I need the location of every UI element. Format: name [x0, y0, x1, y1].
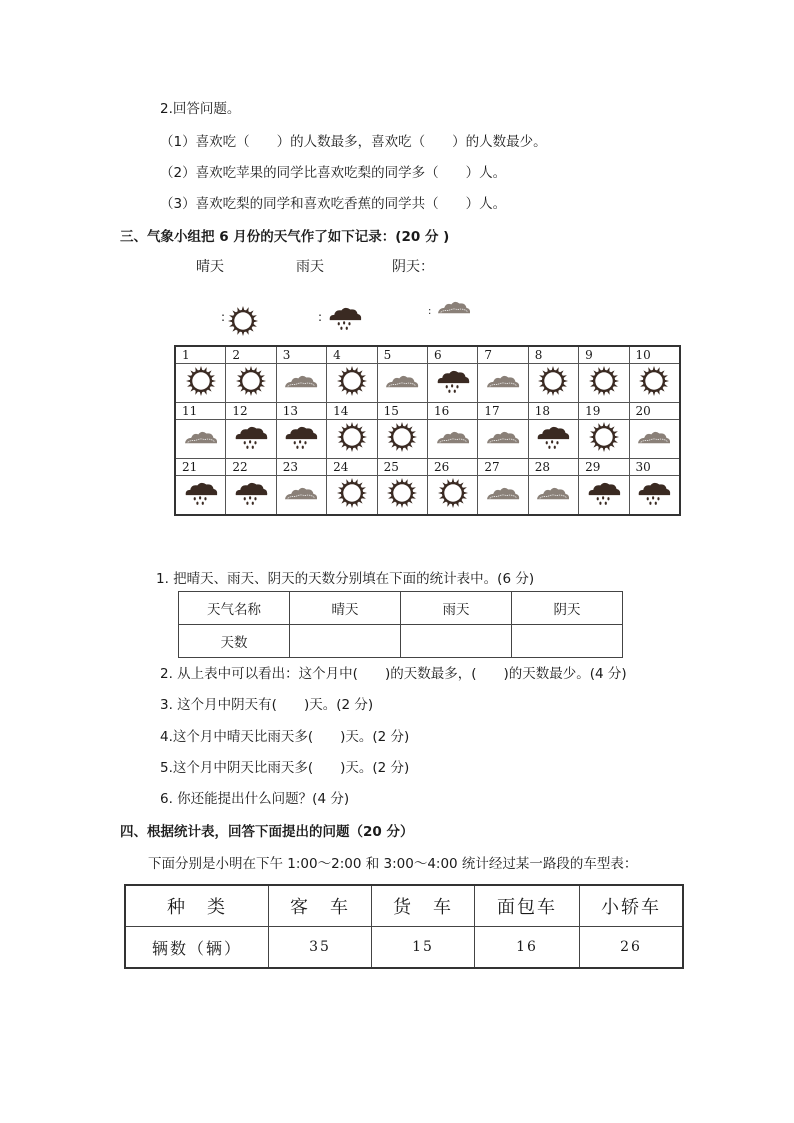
sun-icon [228, 306, 258, 340]
legend-rainy-label: 雨天 [296, 259, 324, 275]
cloud-icon [183, 430, 219, 449]
cloud-icon [435, 430, 471, 449]
table-row-label: 天数 [179, 625, 290, 658]
rain-cloud-icon [183, 491, 219, 510]
table-header-cell: 晴天 [290, 592, 401, 625]
calendar-weather-cell [629, 364, 680, 403]
calendar-day-number: 20 [629, 403, 680, 420]
calendar-weather-cell [377, 420, 427, 459]
legend-colon: : [318, 310, 323, 324]
cloud-icon [283, 486, 319, 505]
question-line: 3. 这个月中阴天有( )天。(2 分) [160, 697, 374, 713]
legend-cloudy-label: 阴天： [392, 259, 434, 275]
section-heading: 三、气象小组把 6 月份的天气作了如下记录：(20 分 ) [120, 229, 450, 245]
calendar-weather-cell [427, 420, 477, 459]
calendar-day-number: 8 [528, 346, 578, 364]
table-header-row [179, 592, 623, 625]
answer-cell[interactable] [290, 625, 401, 658]
calendar-day-number: 3 [276, 346, 326, 364]
calendar-day-number: 4 [327, 346, 377, 364]
calendar-weather-cell [327, 364, 377, 403]
calendar-day-number: 6 [427, 346, 477, 364]
question-line: （2）喜欢吃苹果的同学比喜欢吃梨的同学多（ ）人。 [160, 165, 507, 181]
intro-text: 下面分别是小明在下午 1:00～2:00 和 3:00～4:00 统计经过某一路段的车型表： [148, 856, 638, 872]
table-row [179, 625, 623, 658]
question-line: 4.这个月中晴天比雨天多( )天。(2 分) [160, 729, 410, 745]
sun-icon [337, 381, 367, 400]
sun-icon [589, 437, 619, 456]
calendar-day-number: 25 [377, 459, 427, 476]
calendar-day-number: 16 [427, 403, 477, 420]
calendar-icon-row [175, 420, 680, 459]
legend-colon: : [221, 310, 226, 324]
calendar-day-number: 2 [226, 346, 276, 364]
calendar-icon-row [175, 364, 680, 403]
calendar-day-number: 1 [175, 346, 226, 364]
question-line: 1. 把晴天、雨天、阴天的天数分别填在下面的统计表中。(6 分) [156, 571, 535, 587]
answer-cell[interactable] [512, 625, 623, 658]
table-header-cell: 货 车 [372, 885, 475, 927]
calendar-weather-cell [478, 364, 528, 403]
calendar-weather-cell [226, 364, 276, 403]
vehicle-table [124, 884, 684, 969]
rain-cloud-icon [233, 491, 269, 510]
table-cell: 26 [580, 927, 684, 969]
cloud-icon [485, 486, 521, 505]
calendar-weather-cell [377, 476, 427, 516]
sun-icon [186, 381, 216, 400]
sun-icon [337, 437, 367, 456]
calendar-day-number: 26 [427, 459, 477, 476]
rain-cloud-icon [535, 435, 571, 454]
calendar-weather-cell [427, 476, 477, 516]
sun-icon [236, 381, 266, 400]
calendar-weather-cell [276, 364, 326, 403]
weather-calendar [174, 345, 681, 516]
calendar-weather-cell [226, 420, 276, 459]
calendar-icon-row [175, 476, 680, 516]
answer-cell[interactable] [401, 625, 512, 658]
sun-icon [538, 381, 568, 400]
sun-icon [387, 493, 417, 512]
calendar-day-row [175, 403, 680, 420]
calendar-day-number: 19 [579, 403, 629, 420]
rain-cloud-icon [327, 305, 363, 335]
calendar-day-number: 5 [377, 346, 427, 364]
calendar-weather-cell [276, 476, 326, 516]
table-header-cell: 天气名称 [179, 592, 290, 625]
calendar-weather-cell [478, 420, 528, 459]
table-row-label: 辆数（辆） [125, 927, 269, 969]
calendar-day-number: 18 [528, 403, 578, 420]
calendar-day-number: 14 [327, 403, 377, 420]
calendar-day-number: 30 [629, 459, 680, 476]
calendar-day-row [175, 459, 680, 476]
calendar-weather-cell [377, 364, 427, 403]
calendar-day-number: 24 [327, 459, 377, 476]
rain-cloud-icon [435, 379, 471, 398]
sun-icon [438, 493, 468, 512]
table-header-cell: 阴天 [512, 592, 623, 625]
cloud-icon [636, 430, 672, 449]
section-heading: 四、根据统计表，回答下面提出的问题（20 分） [120, 824, 414, 840]
sun-icon [639, 381, 669, 400]
calendar-day-row [175, 346, 680, 364]
calendar-day-number: 23 [276, 459, 326, 476]
question-line: （3）喜欢吃梨的同学和喜欢吃香蕉的同学共（ ）人。 [160, 196, 507, 212]
calendar-weather-cell [327, 420, 377, 459]
calendar-day-number: 21 [175, 459, 226, 476]
cloud-icon [535, 486, 571, 505]
cloud-icon [485, 430, 521, 449]
calendar-weather-cell [327, 476, 377, 516]
calendar-day-number: 11 [175, 403, 226, 420]
calendar-weather-cell [579, 420, 629, 459]
question-line: （1）喜欢吃（ ）的人数最多，喜欢吃（ ）的人数最少。 [160, 134, 547, 150]
question-title: 2.回答问题。 [160, 101, 241, 117]
calendar-weather-cell [528, 420, 578, 459]
table-cell: 35 [269, 927, 372, 969]
rain-cloud-icon [636, 491, 672, 510]
rain-cloud-icon [233, 435, 269, 454]
calendar-weather-cell [629, 420, 680, 459]
table-header-cell: 面包车 [475, 885, 580, 927]
calendar-weather-cell [579, 476, 629, 516]
table-header-cell: 雨天 [401, 592, 512, 625]
table-header-cell: 小轿车 [580, 885, 684, 927]
table-row [125, 927, 683, 969]
rain-cloud-icon [283, 435, 319, 454]
calendar-weather-cell [175, 420, 226, 459]
rain-cloud-icon [586, 491, 622, 510]
calendar-weather-cell [226, 476, 276, 516]
calendar-day-number: 27 [478, 459, 528, 476]
legend-colon: : [428, 306, 432, 317]
calendar-day-number: 9 [579, 346, 629, 364]
cloud-icon [283, 374, 319, 393]
table-cell: 15 [372, 927, 475, 969]
calendar-day-number: 13 [276, 403, 326, 420]
calendar-weather-cell [175, 476, 226, 516]
calendar-day-number: 7 [478, 346, 528, 364]
question-line: 2. 从上表中可以看出：这个月中( )的天数最多，( )的天数最少。(4 分) [160, 666, 627, 682]
weather-stat-table [178, 591, 623, 658]
calendar-weather-cell [629, 476, 680, 516]
calendar-weather-cell [478, 476, 528, 516]
calendar-day-number: 28 [528, 459, 578, 476]
sun-icon [387, 437, 417, 456]
cloud-icon [384, 374, 420, 393]
calendar-day-number: 10 [629, 346, 680, 364]
calendar-weather-cell [579, 364, 629, 403]
calendar-weather-cell [528, 364, 578, 403]
sun-icon [589, 381, 619, 400]
cloud-icon [436, 299, 472, 318]
table-cell: 16 [475, 927, 580, 969]
calendar-day-number: 12 [226, 403, 276, 420]
legend-sunny-label: 晴天 [196, 259, 224, 275]
table-header-row [125, 885, 683, 927]
question-line: 6. 你还能提出什么问题？(4 分) [160, 791, 350, 807]
calendar-day-number: 22 [226, 459, 276, 476]
calendar-day-number: 29 [579, 459, 629, 476]
table-header-cell: 客 车 [269, 885, 372, 927]
sun-icon [337, 493, 367, 512]
calendar-weather-cell [528, 476, 578, 516]
table-header-cell: 种 类 [125, 885, 269, 927]
calendar-day-number: 17 [478, 403, 528, 420]
calendar-weather-cell [175, 364, 226, 403]
calendar-weather-cell [276, 420, 326, 459]
question-line: 5.这个月中阴天比雨天多( )天。(2 分) [160, 760, 410, 776]
calendar-weather-cell [427, 364, 477, 403]
cloud-icon [485, 374, 521, 393]
calendar-day-number: 15 [377, 403, 427, 420]
